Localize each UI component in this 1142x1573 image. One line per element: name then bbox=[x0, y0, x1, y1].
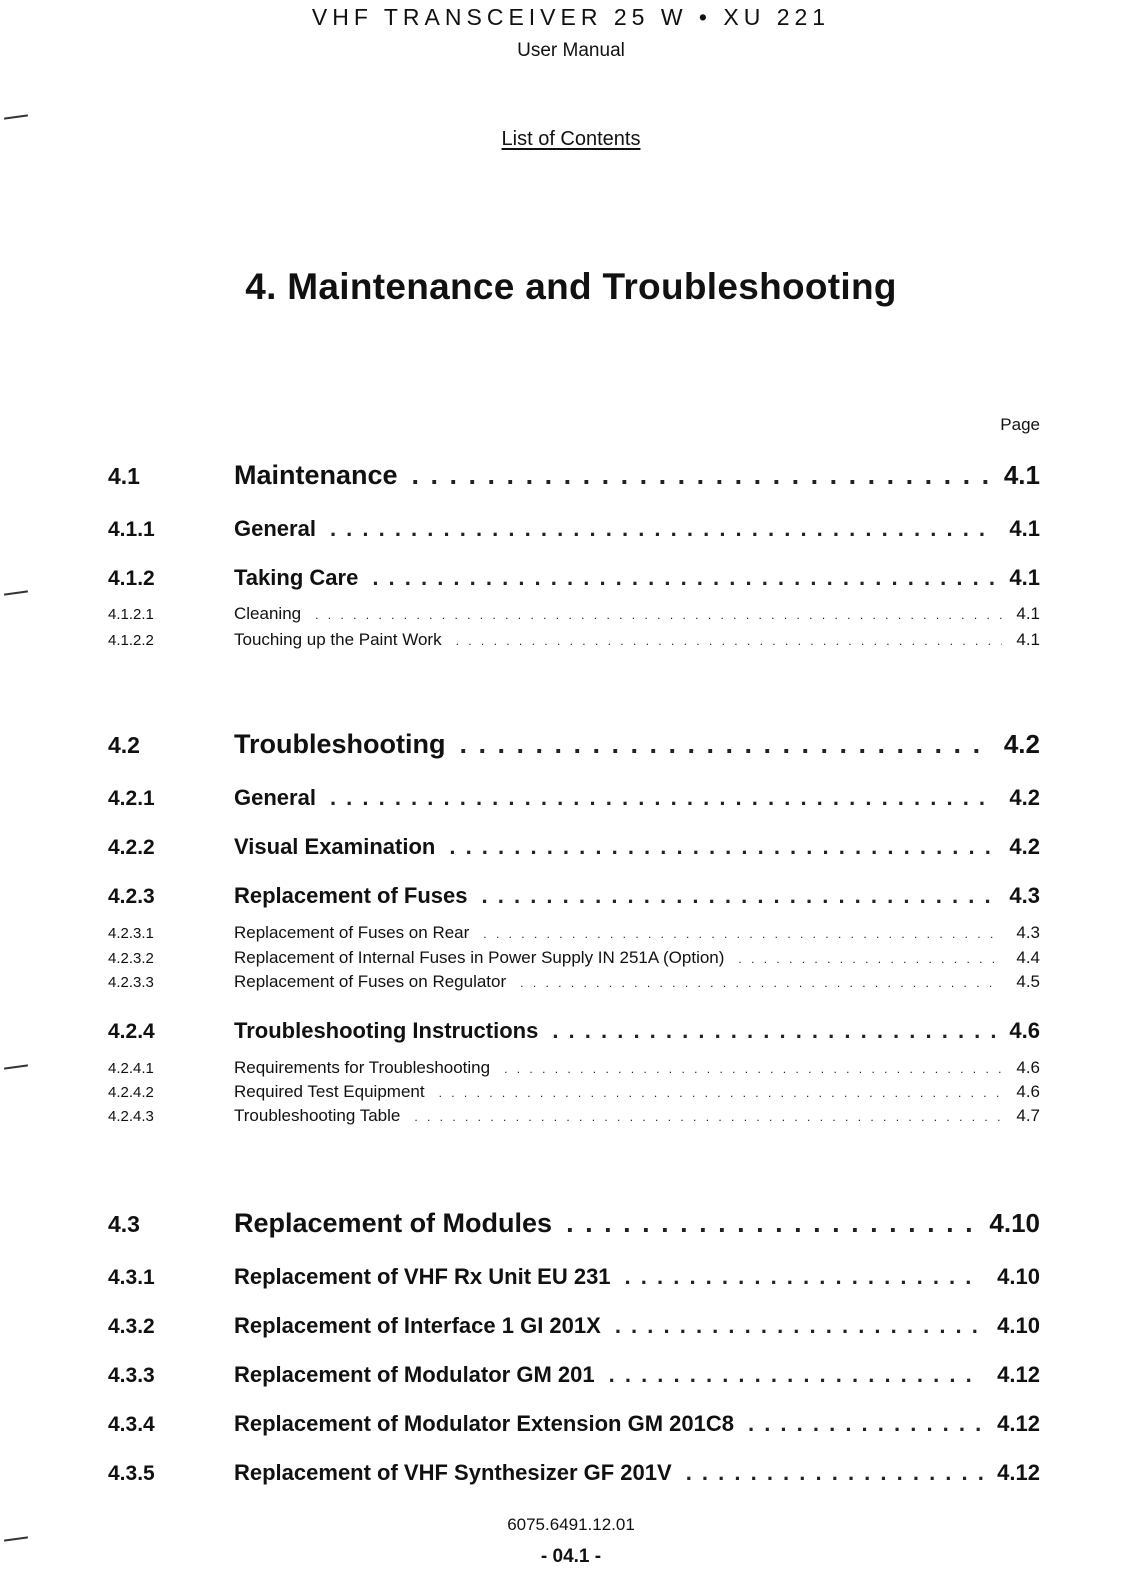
toc-number: 4.2.3.2 bbox=[108, 950, 154, 967]
toc-title: Replacement of Modules bbox=[234, 1208, 553, 1238]
toc-leader bbox=[738, 952, 1002, 966]
toc-number: 4.2.3.3 bbox=[108, 974, 154, 991]
toc-entry bbox=[108, 516, 1040, 542]
toc-entry bbox=[108, 1058, 1040, 1078]
toc-number: 4.2.3.1 bbox=[108, 925, 154, 942]
toc-title: Cleaning bbox=[234, 604, 302, 623]
toc-leader bbox=[483, 927, 1002, 941]
toc-entry bbox=[108, 1313, 1040, 1339]
toc-number: 4.3.1 bbox=[108, 1266, 155, 1289]
toc-number: 4.1 bbox=[108, 463, 140, 489]
toc-page: 4.4 bbox=[1016, 948, 1040, 967]
toc-leader bbox=[520, 976, 1002, 990]
toc-entry bbox=[108, 834, 1040, 860]
toc-number: 4.3.5 bbox=[108, 1462, 155, 1485]
toc-leader bbox=[686, 1460, 983, 1486]
chapter-title: 4. Maintenance and Troubleshooting bbox=[245, 266, 897, 307]
toc-number: 4.3.2 bbox=[108, 1315, 155, 1338]
toc-number: 4.2.4.2 bbox=[108, 1084, 154, 1101]
toc-title: Replacement of VHF Synthesizer GF 201V bbox=[234, 1460, 672, 1485]
toc-page: 4.2 bbox=[1009, 785, 1040, 810]
toc-leader bbox=[504, 1062, 1002, 1076]
toc-title: General bbox=[234, 785, 316, 810]
toc-number: 4.1.2.1 bbox=[108, 606, 154, 623]
toc-leader bbox=[372, 565, 995, 591]
toc-title: Touching up the Paint Work bbox=[234, 630, 442, 649]
toc-leader bbox=[615, 1313, 983, 1339]
toc-leader bbox=[456, 634, 1003, 648]
toc-title: Requirements for Troubleshooting bbox=[234, 1058, 491, 1077]
toc-leader bbox=[609, 1362, 984, 1388]
margin-mark bbox=[4, 1536, 28, 1541]
toc-number: 4.1.2.2 bbox=[108, 632, 154, 649]
toc-title: General bbox=[234, 516, 316, 541]
toc-page: 4.2 bbox=[1003, 729, 1040, 759]
toc-leader bbox=[412, 460, 990, 491]
toc-title: Replacement of Internal Fuses in Power Supply IN 251A (Option) bbox=[234, 948, 725, 967]
toc-entry bbox=[108, 1362, 1040, 1388]
toc-entry bbox=[108, 883, 1040, 909]
toc-page: 4.2 bbox=[1009, 834, 1040, 859]
toc-title: Maintenance bbox=[234, 460, 398, 490]
toc-page: 4.10 bbox=[997, 1264, 1040, 1289]
toc-entry bbox=[108, 972, 1040, 992]
toc-entry bbox=[108, 1082, 1040, 1102]
toc-number: 4.2 bbox=[108, 732, 140, 758]
toc-leader bbox=[566, 1208, 975, 1239]
toc-leader bbox=[482, 883, 996, 909]
toc-title: Replacement of VHF Rx Unit EU 231 bbox=[234, 1264, 611, 1289]
toc-number: 4.1.2 bbox=[108, 567, 155, 590]
toc-number: 4.2.3 bbox=[108, 885, 155, 908]
toc-page: 4.6 bbox=[1016, 1058, 1040, 1077]
toc-leader bbox=[748, 1411, 983, 1437]
toc-title: Replacement of Fuses on Rear bbox=[234, 923, 470, 942]
toc-page: 4.3 bbox=[1016, 923, 1040, 942]
toc-entry bbox=[108, 923, 1040, 943]
header-title: VHF TRANSCEIVER 25 W • XU 221 bbox=[311, 4, 831, 30]
toc-title: Replacement of Fuses on Regulator bbox=[234, 972, 507, 991]
toc-number: 4.1.1 bbox=[108, 518, 155, 541]
toc-title: Replacement of Interface 1 GI 201X bbox=[234, 1313, 601, 1338]
toc-number: 4.2.4 bbox=[108, 1020, 155, 1043]
toc-leader bbox=[552, 1018, 995, 1044]
document-code: 6075.6491.12.01 bbox=[507, 1515, 635, 1534]
toc-page: 4.3 bbox=[1009, 883, 1040, 908]
toc-leader bbox=[414, 1110, 1002, 1124]
toc-page: 4.7 bbox=[1016, 1106, 1040, 1125]
toc-page: 4.12 bbox=[997, 1411, 1040, 1436]
toc-entry bbox=[108, 604, 1040, 624]
toc-entry bbox=[108, 1264, 1040, 1290]
toc-leader bbox=[330, 785, 995, 811]
toc-entry bbox=[108, 1460, 1040, 1486]
toc-entry bbox=[108, 630, 1040, 650]
page-column-label: Page bbox=[1000, 415, 1040, 434]
toc-title: Troubleshooting Instructions bbox=[234, 1018, 539, 1043]
page-number: - 04.1 - bbox=[540, 1546, 602, 1567]
toc-page: 4.1 bbox=[1003, 460, 1040, 490]
toc-number: 4.3 bbox=[108, 1211, 140, 1237]
toc-page: 4.12 bbox=[997, 1362, 1040, 1387]
toc-entry bbox=[108, 785, 1040, 811]
toc-title: Required Test Equipment bbox=[234, 1082, 425, 1101]
toc-entry bbox=[108, 948, 1040, 968]
toc-page: 4.10 bbox=[997, 1313, 1040, 1338]
toc-page: 4.1 bbox=[1016, 630, 1040, 649]
toc-entry bbox=[108, 729, 1040, 760]
toc-page: 4.1 bbox=[1009, 516, 1040, 541]
toc-entry bbox=[108, 1411, 1040, 1437]
toc-title: Taking Care bbox=[234, 565, 359, 590]
toc-title: Visual Examination bbox=[234, 834, 436, 859]
toc-leader bbox=[625, 1264, 984, 1290]
toc-leader bbox=[439, 1086, 1003, 1100]
toc-entry bbox=[108, 1106, 1040, 1126]
toc-page: 4.6 bbox=[1009, 1018, 1040, 1043]
toc-page: 4.10 bbox=[989, 1208, 1040, 1238]
toc-number: 4.2.1 bbox=[108, 787, 155, 810]
toc-entry bbox=[108, 460, 1040, 491]
contents-heading: List of Contents bbox=[501, 128, 641, 150]
toc-title: Replacement of Fuses bbox=[234, 883, 468, 908]
toc-number: 4.2.4.3 bbox=[108, 1108, 154, 1125]
toc-page: 4.6 bbox=[1016, 1082, 1040, 1101]
toc-leader bbox=[330, 516, 995, 542]
toc-page: 4.1 bbox=[1009, 565, 1040, 590]
toc-title: Replacement of Modulator GM 201 bbox=[234, 1362, 595, 1387]
toc-page: 4.1 bbox=[1016, 604, 1040, 623]
header-subtitle: User Manual bbox=[517, 40, 625, 61]
toc-leader bbox=[315, 608, 1002, 622]
toc-number: 4.3.3 bbox=[108, 1364, 155, 1387]
toc-number: 4.2.4.1 bbox=[108, 1060, 154, 1077]
margin-mark bbox=[4, 590, 28, 595]
toc-title: Replacement of Modulator Extension GM 201C8 bbox=[234, 1411, 734, 1436]
margin-mark bbox=[4, 114, 28, 119]
toc-entry bbox=[108, 1018, 1040, 1044]
margin-mark bbox=[4, 1064, 28, 1069]
toc-entry bbox=[108, 1208, 1040, 1239]
toc-page: 4.5 bbox=[1016, 972, 1040, 991]
toc-entry bbox=[108, 565, 1040, 591]
toc-number: 4.3.4 bbox=[108, 1413, 155, 1436]
toc-leader bbox=[449, 834, 995, 860]
toc-page: 4.12 bbox=[997, 1460, 1040, 1485]
toc-title: Troubleshooting Table bbox=[234, 1106, 401, 1125]
toc-leader bbox=[459, 729, 989, 760]
toc-title: Troubleshooting bbox=[234, 729, 446, 759]
toc-number: 4.2.2 bbox=[108, 836, 155, 859]
